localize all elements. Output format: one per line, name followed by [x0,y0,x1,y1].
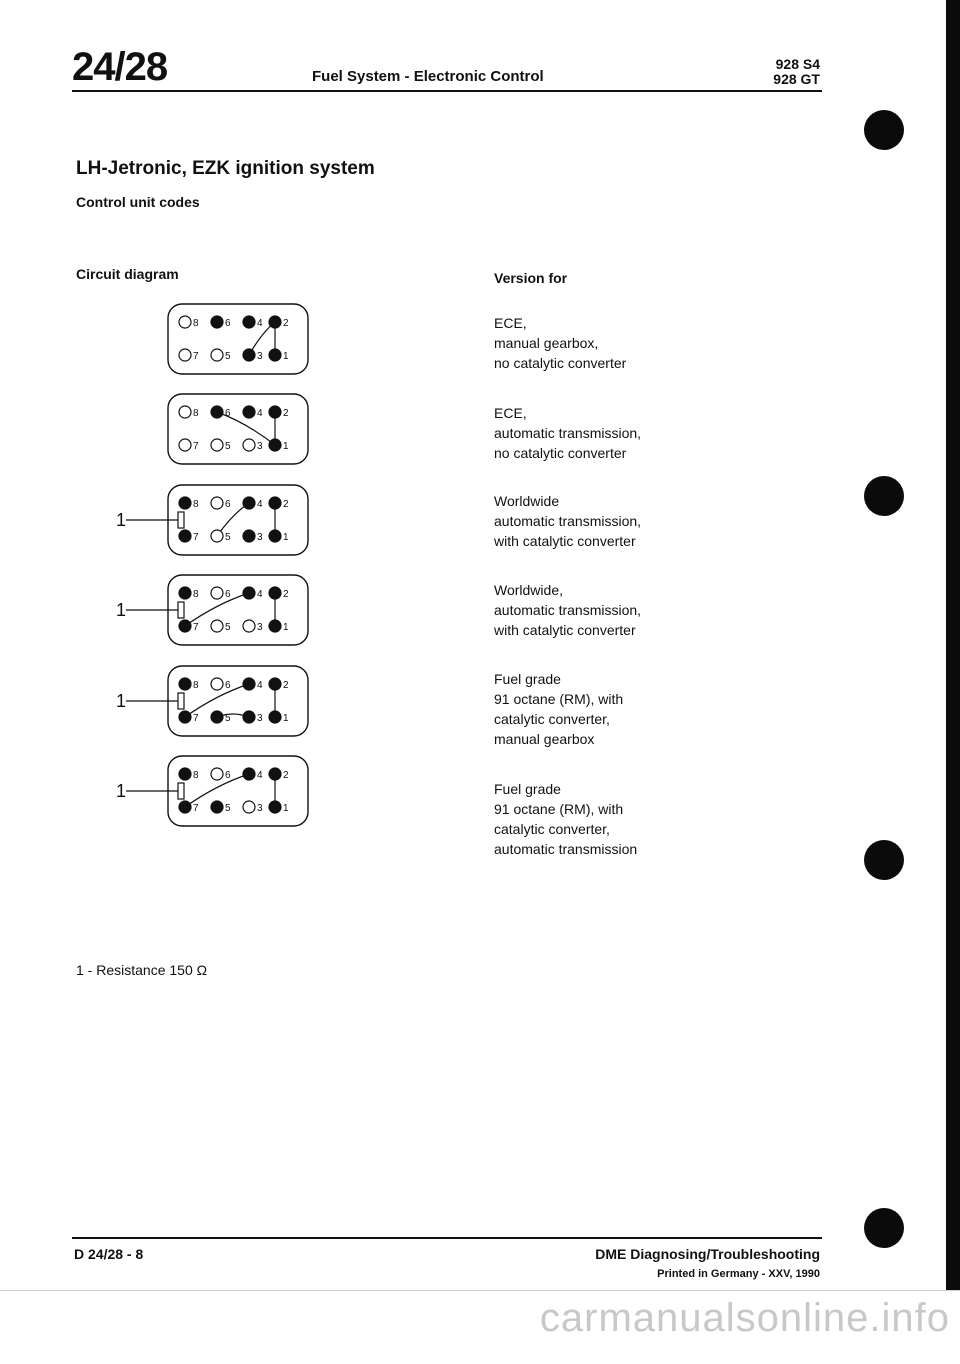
version-entry [494,491,641,551]
pin-number: 3 [257,803,263,814]
pin-bridged [243,497,255,509]
pin-open [179,349,191,361]
resistor-label: 1 [116,781,127,801]
pin-bridged [269,497,281,509]
punch-hole-3 [864,840,904,880]
resistor-label: 1 [116,510,127,530]
pin-number: 6 [225,770,231,781]
pin-bridged [179,678,191,690]
version-line: Fuel grade [494,781,561,797]
footnote: 1 - Resistance 150 Ω [76,962,208,978]
resistor-body [178,602,184,618]
pin-number: 5 [225,622,231,633]
version-line: automatic transmission [494,841,638,857]
pin-number: 5 [225,441,231,452]
pin-number: 5 [225,532,231,543]
version-heading: Version for [494,270,568,286]
version-entry [494,669,623,749]
pin-number: 4 [257,589,263,600]
pin-number: 3 [257,622,263,633]
pin-number: 5 [225,803,231,814]
pin-open [211,678,223,690]
pin-open [211,349,223,361]
pin-bridged [243,678,255,690]
pin-bridged [269,620,281,632]
pin-bridged [243,587,255,599]
pin-number: 1 [283,713,289,724]
version-line: with catalytic converter [494,622,636,638]
pin-bridged [179,587,191,599]
pin-number: 1 [283,803,289,814]
pin-number: 2 [283,680,289,691]
pin-bridged [179,620,191,632]
connector-diagram [120,300,320,380]
connector-diagram [120,390,320,470]
pin-bridged [211,316,223,328]
version-entry [494,403,641,463]
pin-open [211,620,223,632]
pin-number: 1 [283,532,289,543]
pin-number: 3 [257,532,263,543]
model-line-2: 928 GT [773,71,820,87]
pin-bridged [269,316,281,328]
pin-number: 3 [257,351,263,362]
pin-number: 8 [193,499,199,510]
pin-number: 6 [225,680,231,691]
pin-bridged [211,801,223,813]
pin-number: 5 [225,713,231,724]
version-entry [494,580,641,640]
footer-page-code: D 24/28 - 8 [74,1246,144,1262]
subtitle: Control unit codes [76,194,200,210]
pin-open [243,620,255,632]
pin-number: 3 [257,441,263,452]
footer-rule [72,1237,822,1239]
resistor-label: 1 [116,691,127,711]
watermark-divider [0,1290,960,1291]
pin-bridged [243,711,255,723]
version-line: catalytic converter, [494,711,610,727]
pin-number: 8 [193,589,199,600]
pin-number: 8 [193,770,199,781]
pin-number: 2 [283,408,289,419]
version-line: 91 octane (RM), with [494,691,624,707]
pin-bridged [179,801,191,813]
punch-hole-1 [864,110,904,150]
pin-bridged [243,316,255,328]
resistor-body [178,693,184,709]
version-line: manual gearbox, [494,335,599,351]
pin-number: 2 [283,770,289,781]
pin-bridged [211,406,223,418]
connector-housing [168,304,308,374]
version-line: manual gearbox [494,731,595,747]
model-line-1: 928 S4 [775,56,820,72]
pin-open [211,439,223,451]
pin-bridged [269,768,281,780]
connector-diagram [116,481,320,561]
connector-diagram [116,752,320,832]
resistor-body [178,512,184,528]
connector-housing [168,756,308,826]
pin-open [211,530,223,542]
jumper-wire [217,503,249,536]
version-line: Worldwide [494,493,560,509]
pin-number: 4 [257,499,263,510]
version-entry [494,779,637,859]
pin-number: 1 [283,351,289,362]
pin-open [211,768,223,780]
circuit-diagram-heading: Circuit diagram [76,266,179,282]
pin-bridged [243,406,255,418]
footer-print-note: Printed in Germany - XXV, 1990 [657,1268,820,1280]
section-title: LH-Jetronic, EZK ignition system [76,158,375,179]
connector-housing [168,485,308,555]
version-line: automatic transmission, [494,425,642,441]
version-line: ECE, [494,405,527,421]
pin-bridged [243,530,255,542]
pin-open [179,406,191,418]
pin-number: 3 [257,713,263,724]
footer-title: DME Diagnosing/Troubleshooting [595,1246,820,1262]
version-line: no catalytic converter [494,355,627,371]
resistor-body [178,783,184,799]
pin-number: 7 [193,351,199,362]
pin-bridged [179,497,191,509]
resistor-label: 1 [116,600,127,620]
pin-bridged [269,801,281,813]
pin-number: 5 [225,351,231,362]
pin-bridged [269,530,281,542]
pin-bridged [269,406,281,418]
pin-number: 7 [193,532,199,543]
pin-number: 8 [193,408,199,419]
version-line: catalytic converter, [494,821,610,837]
pin-number: 6 [225,499,231,510]
pin-number: 8 [193,318,199,329]
pin-number: 4 [257,408,263,419]
pin-open [179,316,191,328]
pin-number: 2 [283,499,289,510]
pin-bridged [269,587,281,599]
pin-open [211,587,223,599]
pin-open [211,497,223,509]
connector-housing [168,394,308,464]
pin-bridged [179,711,191,723]
version-line: automatic transmission, [494,513,642,529]
pin-bridged [179,768,191,780]
connector-diagram [116,662,320,742]
connector-housing [168,666,308,736]
watermark: carmanualsonline.info [539,1296,950,1340]
pin-number: 6 [225,589,231,600]
page-number: 24/28 [72,45,168,89]
pin-bridged [269,711,281,723]
pin-open [243,439,255,451]
version-line: Worldwide, [494,582,563,598]
version-line: automatic transmission, [494,602,642,618]
punch-hole-4 [864,1208,904,1248]
pin-bridged [269,678,281,690]
pin-bridged [211,711,223,723]
pin-number: 7 [193,803,199,814]
pin-number: 4 [257,318,263,329]
pin-number: 7 [193,441,199,452]
pin-bridged [243,768,255,780]
version-line: ECE, [494,315,527,331]
pin-open [243,801,255,813]
pin-bridged [243,349,255,361]
punch-hole-2 [864,476,904,516]
pin-open [179,439,191,451]
pin-number: 4 [257,680,263,691]
pin-number: 6 [225,408,231,419]
pin-number: 8 [193,680,199,691]
pin-number: 6 [225,318,231,329]
connector-housing [168,575,308,645]
pin-number: 7 [193,713,199,724]
pin-number: 1 [283,441,289,452]
pin-bridged [179,530,191,542]
pin-bridged [269,439,281,451]
connector-diagram [116,571,320,651]
version-line: Fuel grade [494,671,561,687]
header-title: Fuel System - Electronic Control [312,68,544,85]
version-line: with catalytic converter [494,533,636,549]
version-line: 91 octane (RM), with [494,801,624,817]
pin-number: 2 [283,318,289,329]
header-rule [72,90,822,92]
pin-bridged [269,349,281,361]
pin-number: 1 [283,622,289,633]
pin-number: 7 [193,622,199,633]
version-entry [494,313,626,373]
pin-number: 2 [283,589,289,600]
pin-number: 4 [257,770,263,781]
version-line: no catalytic converter [494,445,627,461]
scan-edge-bar [946,0,960,1290]
